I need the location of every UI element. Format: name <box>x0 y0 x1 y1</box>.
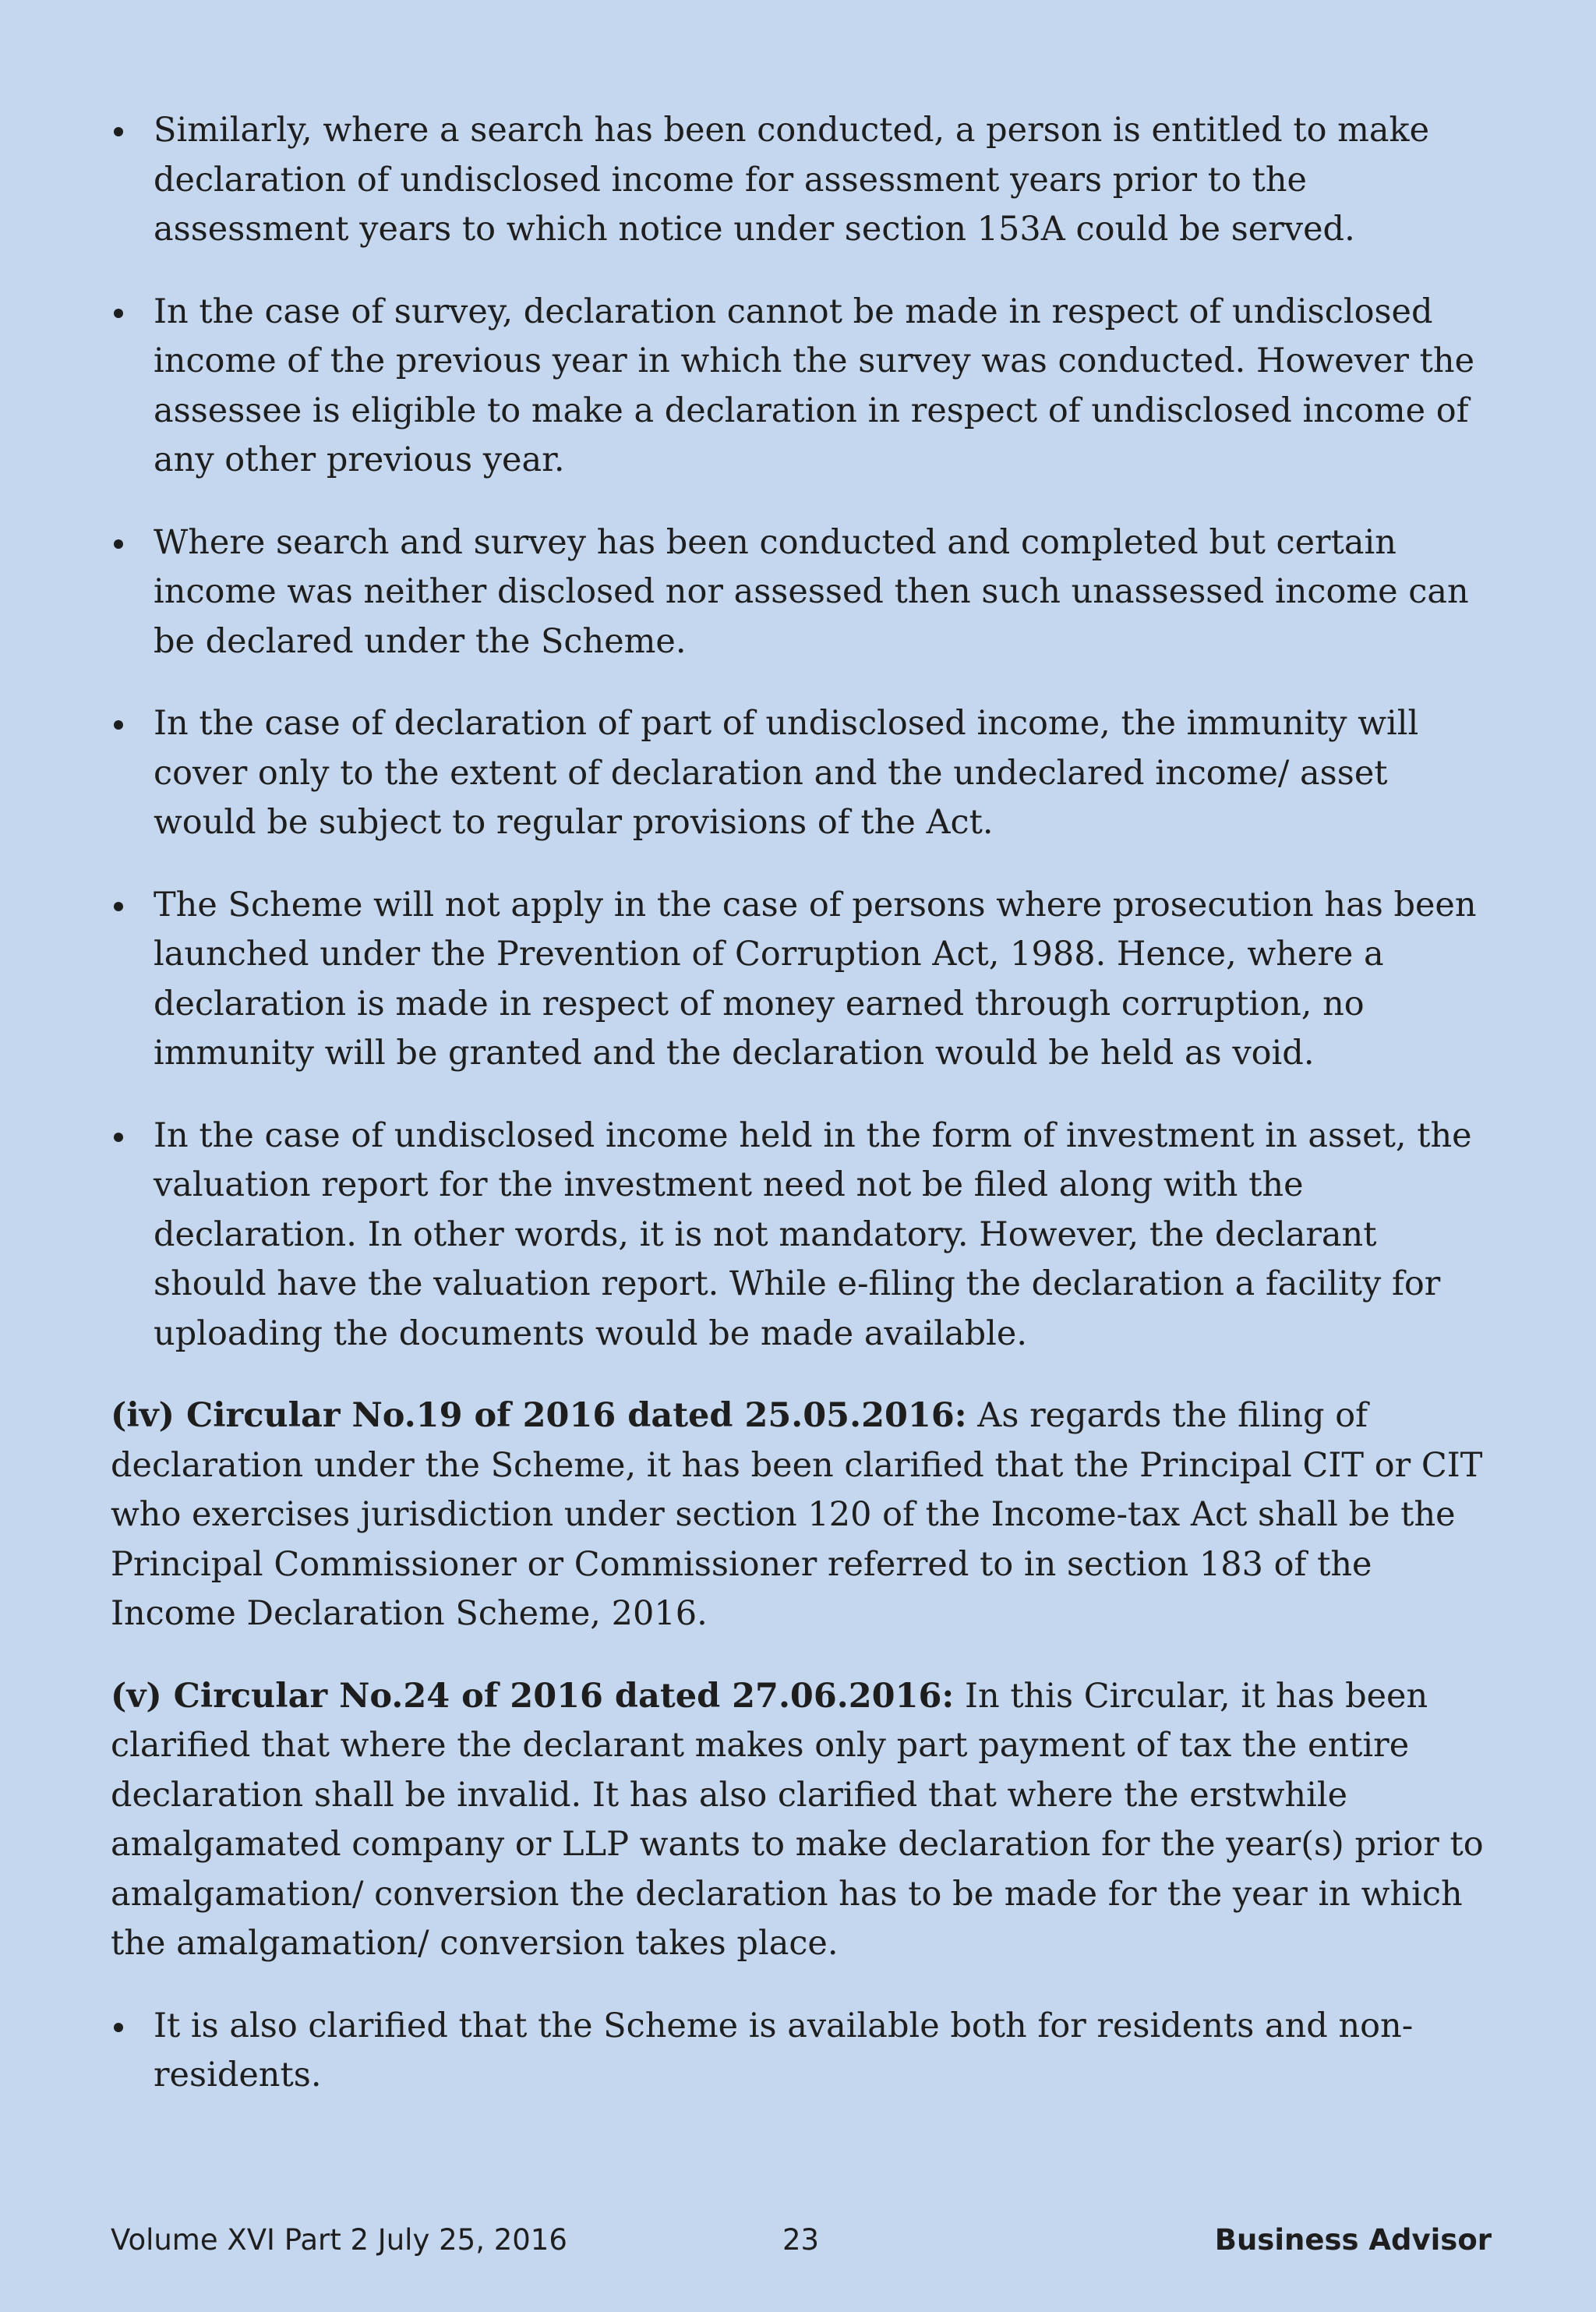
page-footer <box>111 2218 1492 2262</box>
circular-v-text: In this Circular, it has been clarified that where the declarant makes only part payment of tax the entire declaration shall be invalid. It has also clarified that where the erstwhile amalgamated company or LLP wants to make declaration for the year(s) prior to amalgamation/ conversion the declaration has to be made for the year in which the amalgamation/ conversion takes place. <box>111 1676 1484 1963</box>
circular-v-paragraph <box>111 1672 1498 1969</box>
circular-v-heading: (v) Circular No.24 of 2016 dated 27.06.2016: <box>111 1676 955 1716</box>
list-item-text: In the case of survey, declaration cannot be made in respect of undisclosed income of the previous year in which the survey was conducted. However the assessee is eligible to make a declaration in respect of undisclosed income of any other previous year. <box>154 292 1475 479</box>
list-item-text: In the case of undisclosed income held in the form of investment in asset, the valuation report for the investment need not be filed along with the declaration. In other words, it is not mandatory. However, the declarant should have the valuation report. While e-filing the declaration a facility for uploading the documents would be made available. <box>154 1115 1472 1353</box>
bullet-icon <box>114 127 123 136</box>
page-number: 23 <box>782 2223 820 2257</box>
bullet-icon <box>114 2023 123 2032</box>
bullet-icon <box>114 720 123 730</box>
list-item-text: The Scheme will not apply in the case of persons where prosecution has been launched under the Prevention of Corruption Act, 1988. Hence, where a declaration is made in respect of money earned through corruption, no immunity will be granted and the declaration would be held as void. <box>154 885 1477 1073</box>
bullet-icon <box>114 309 123 318</box>
footer-volume-info: Volume XVI Part 2 July 25, 2016 <box>111 2223 567 2257</box>
list-item <box>111 881 1498 1079</box>
circular-iv-paragraph <box>111 1391 1498 1639</box>
publication-name: Business Advisor <box>1214 2223 1492 2257</box>
circular-iv-heading: (iv) Circular No.19 of 2016 dated 25.05.2016: <box>111 1396 967 1435</box>
page-content <box>111 106 1498 2133</box>
bullet-icon <box>114 1133 123 1142</box>
list-item-text: Similarly, where a search has been conducted, a person is entitled to make declaration of undisclosed income for assessment years prior to the assessment years to which notice under section 153A could be served. <box>154 111 1430 249</box>
list-item <box>111 1112 1498 1359</box>
list-item-text: It is also clarified that the Scheme is available both for residents and non-residents. <box>154 2006 1414 2095</box>
list-item <box>111 518 1498 667</box>
list-item <box>111 699 1498 848</box>
list-item <box>111 2002 1498 2101</box>
list-item <box>111 288 1498 486</box>
bullet-icon <box>114 902 123 911</box>
circular-iv-text: As regards the filing of declaration under the Scheme, it has been clarified that the Principal CIT or CIT who exercises jurisdiction under section 120 of the Income-tax Act shall be the Principal Commissioner or Commissioner referred to in section 183 of the Income Declaration Scheme, 2016. <box>111 1396 1483 1633</box>
list-item <box>111 106 1498 255</box>
bullet-icon <box>114 539 123 549</box>
list-item-text: In the case of declaration of part of undisclosed income, the immunity will cover only to the extent of declaration and the undeclared income/ asset would be subject to regular provisions of the Act. <box>154 704 1419 842</box>
bullet-list <box>111 106 1498 1359</box>
list-item-text: Where search and survey has been conducted and completed but certain income was neither disclosed nor assessed then such unassessed income can be declared under the Scheme. <box>154 522 1469 661</box>
bullet-list <box>111 2002 1498 2101</box>
